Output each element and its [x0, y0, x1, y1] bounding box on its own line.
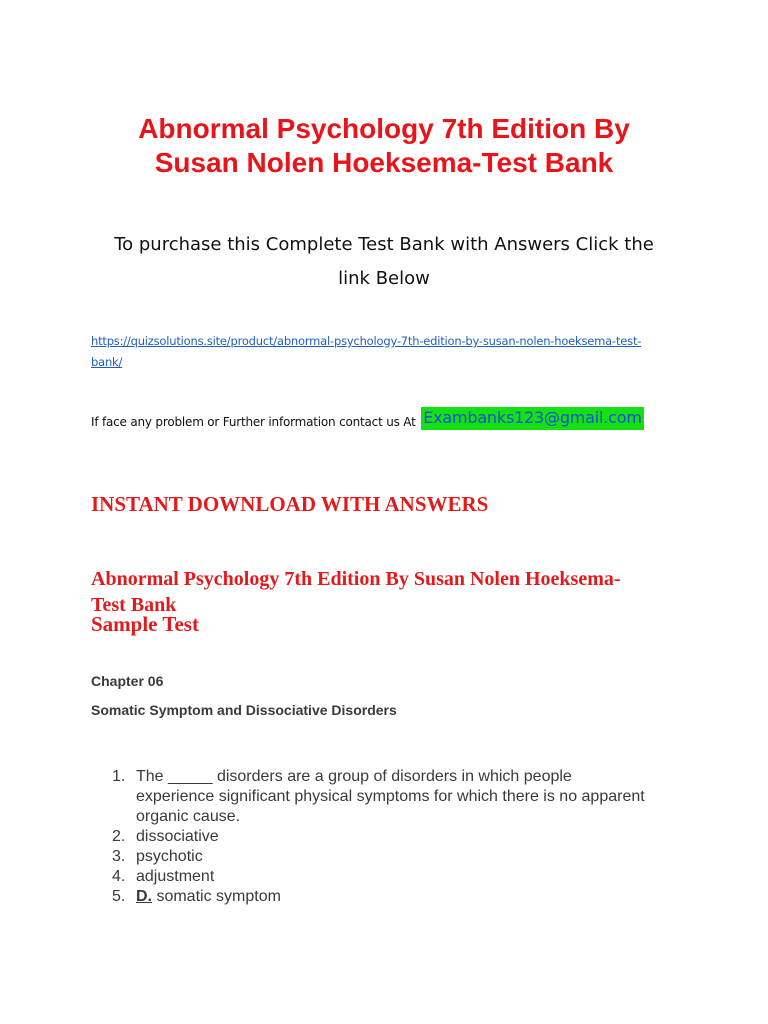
list-item-number: 5. — [112, 888, 126, 905]
product-link-line-2[interactable]: bank/ — [91, 355, 123, 369]
option-text: psychotic — [136, 848, 203, 865]
question-text-line: organic cause. — [136, 808, 241, 825]
list-item — [112, 827, 692, 847]
instant-download-heading: INSTANT DOWNLOAD WITH ANSWERS — [91, 492, 489, 516]
purchase-line-1: To purchase this Complete Test Bank with Answers Click the — [114, 234, 654, 255]
document-title — [0, 112, 768, 180]
contact-text: If face any problem or Further information contact us At — [91, 415, 416, 429]
title-line-1: Abnormal Psychology 7th Edition By — [138, 113, 630, 144]
list-item — [112, 847, 692, 867]
list-item — [112, 887, 692, 907]
book-title-heading — [91, 540, 691, 618]
chapter-title: Somatic Symptom and Dissociative Disorders — [91, 702, 397, 718]
list-item-number: 2. — [112, 828, 126, 845]
option-text: dissociative — [136, 828, 219, 845]
sample-test-heading: Sample Test — [91, 612, 199, 636]
product-link-line-1[interactable]: https://quizsolutions.site/product/abnormal-psychology-7th-edition-by-susan-nolen-hoeksema-test- — [91, 334, 642, 348]
list-item — [112, 767, 692, 827]
option-text: adjustment — [136, 868, 215, 885]
list-item-number: 4. — [112, 868, 126, 885]
question-list — [112, 767, 692, 907]
list-item-number: 1. — [112, 768, 126, 785]
question-text-line: experience significant physical symptoms for which there is no apparent — [136, 788, 645, 805]
list-item-number: 3. — [112, 848, 126, 865]
contact-email[interactable]: Exambanks123@gmail.com — [421, 407, 644, 430]
book-title-line-2: Test Bank — [91, 594, 177, 616]
chapter-number: Chapter 06 — [91, 673, 164, 689]
answer-marker: D. — [136, 888, 152, 905]
question-text-line: The _____ disorders are a group of disorders in which people — [136, 768, 572, 785]
product-link[interactable] — [91, 331, 676, 373]
book-title-line-1: Abnormal Psychology 7th Edition By Susan Nolen Hoeksema- — [91, 568, 621, 590]
option-text: somatic symptom — [156, 888, 281, 905]
title-line-2: Susan Nolen Hoeksema-Test Bank — [154, 147, 614, 178]
purchase-instructions — [84, 228, 684, 296]
purchase-line-2: link Below — [338, 268, 430, 289]
contact-line — [91, 406, 711, 434]
list-item — [112, 867, 692, 887]
